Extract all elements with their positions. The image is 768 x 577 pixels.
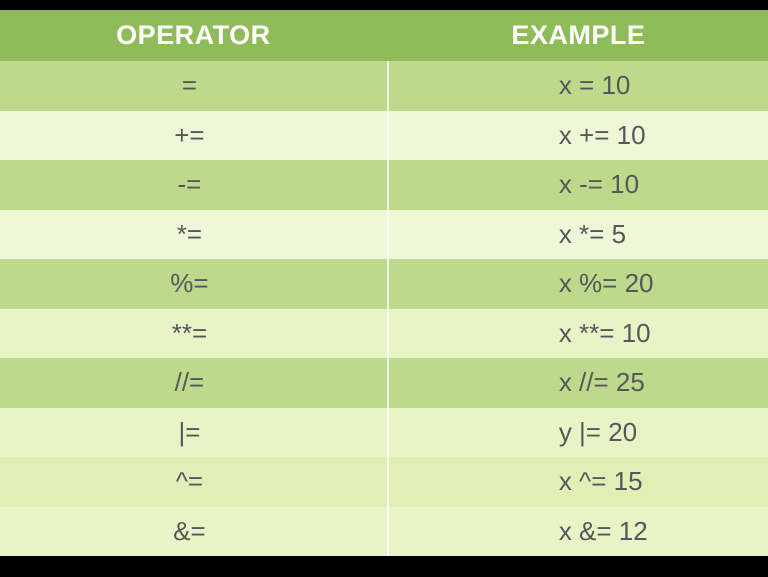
cell-operator: *= bbox=[0, 210, 388, 260]
cell-example: x **= 10 bbox=[388, 309, 768, 359]
table-body bbox=[0, 61, 768, 556]
table-row bbox=[0, 210, 768, 260]
cell-example: x *= 5 bbox=[388, 210, 768, 260]
cell-operator: **= bbox=[0, 309, 388, 359]
table-row bbox=[0, 358, 768, 408]
cell-operator: &= bbox=[0, 507, 388, 557]
cell-example: x %= 20 bbox=[388, 259, 768, 309]
cell-operator: = bbox=[0, 61, 388, 111]
table-row bbox=[0, 111, 768, 161]
cell-operator: ^= bbox=[0, 457, 388, 507]
operators-table-container bbox=[0, 10, 768, 559]
cell-example: x &= 12 bbox=[388, 507, 768, 557]
table-row bbox=[0, 259, 768, 309]
cell-operator: += bbox=[0, 111, 388, 161]
cell-example: y |= 20 bbox=[388, 408, 768, 458]
table-header bbox=[0, 10, 768, 61]
table-row bbox=[0, 160, 768, 210]
cell-example: x = 10 bbox=[388, 61, 768, 111]
cell-operator: //= bbox=[0, 358, 388, 408]
table-row bbox=[0, 309, 768, 359]
table-row bbox=[0, 457, 768, 507]
operators-table bbox=[0, 10, 768, 556]
column-header-operator: OPERATOR bbox=[0, 10, 388, 61]
cell-operator: -= bbox=[0, 160, 388, 210]
column-header-example: EXAMPLE bbox=[388, 10, 768, 61]
cell-operator: |= bbox=[0, 408, 388, 458]
table-row bbox=[0, 61, 768, 111]
table-row bbox=[0, 507, 768, 557]
cell-example: x += 10 bbox=[388, 111, 768, 161]
cell-example: x -= 10 bbox=[388, 160, 768, 210]
cell-operator: %= bbox=[0, 259, 388, 309]
cell-example: x //= 25 bbox=[388, 358, 768, 408]
cell-example: x ^= 15 bbox=[388, 457, 768, 507]
table-row bbox=[0, 408, 768, 458]
table-header-row bbox=[0, 10, 768, 61]
